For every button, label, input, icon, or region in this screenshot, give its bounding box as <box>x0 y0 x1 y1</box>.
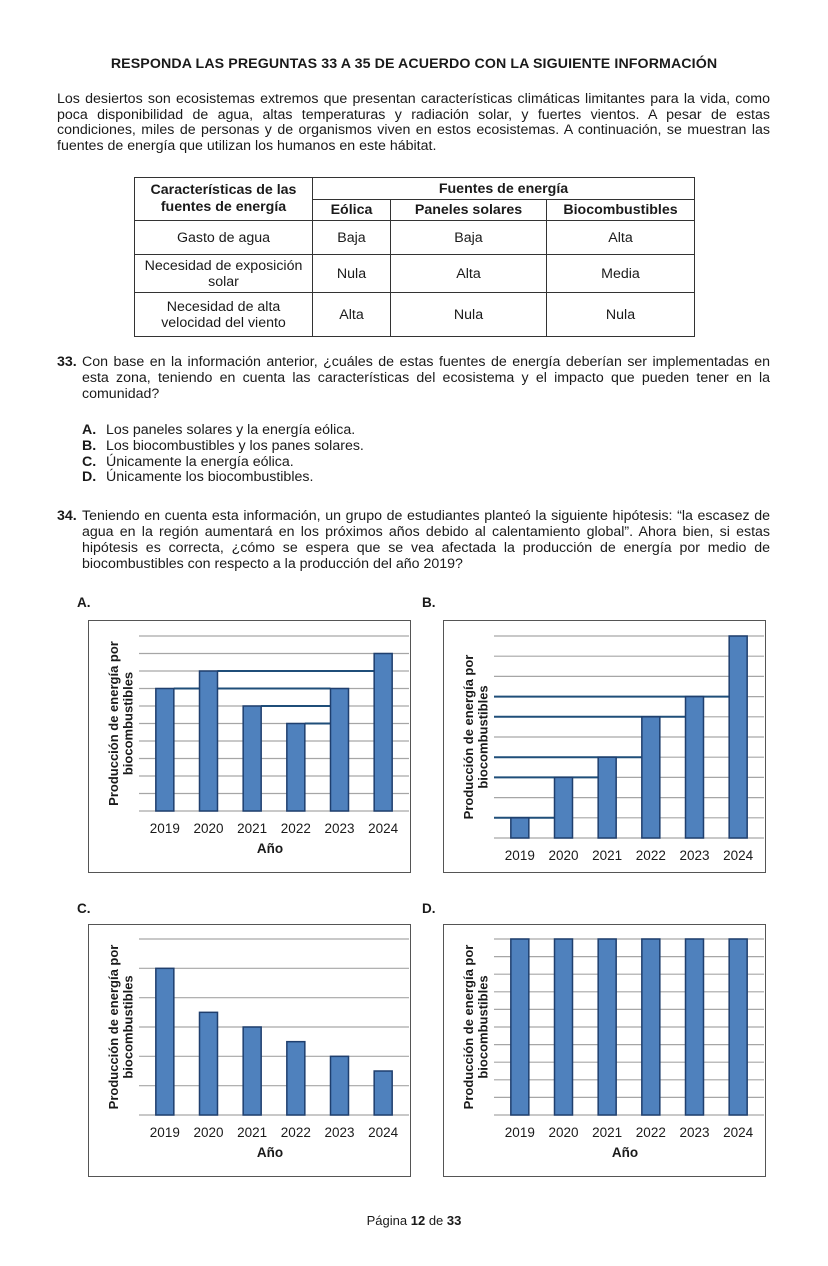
table-cell: Alta <box>547 221 695 255</box>
bar-2023[interactable] <box>686 697 704 838</box>
bar-2019[interactable] <box>156 689 174 812</box>
intro-paragraph: Los desiertos son ecosistemas extremos que presentan características climáticas limitantes para la vida, como poca disponibilidad de agua, altas temperaturas y radiación solar, y fuertes vientos. A pesar de estas condiciones, miles de personas y de organismos viven en estos ecosistemas. A continuación, se muestran las fuentes de energía que utilizan los humanos en este hábitat. <box>57 91 770 154</box>
chart-svg <box>89 925 410 1176</box>
table-cell: Nula <box>547 293 695 337</box>
bar-chart-d[interactable] <box>443 924 766 1177</box>
chart-option-label-c[interactable]: C. <box>77 901 91 916</box>
option-letter: A. <box>82 422 97 438</box>
x-tick-label: 2024 <box>723 1125 754 1140</box>
answer-option-d[interactable] <box>82 470 364 486</box>
x-tick-label: 2019 <box>504 848 535 863</box>
option-text: Los paneles solares y la energía eólica. <box>106 422 356 438</box>
bar-2022[interactable] <box>642 717 660 838</box>
energy-sources-table <box>134 177 695 337</box>
table-corner-header: Características de las fuentes de energía <box>135 178 313 221</box>
x-tick-label: 2023 <box>679 1125 710 1140</box>
table-row <box>135 255 695 293</box>
bar-2024[interactable] <box>729 636 747 838</box>
table-row-label: Necesidad de exposición solar <box>135 255 313 293</box>
page-footer <box>0 1213 828 1228</box>
x-tick-label: 2019 <box>504 1125 535 1140</box>
x-tick-label: 2020 <box>548 1125 579 1140</box>
x-tick-label: 2022 <box>635 1125 666 1140</box>
table-group-header: Fuentes de energía <box>313 178 695 200</box>
bar-2021[interactable] <box>598 939 616 1115</box>
question-34 <box>57 508 770 572</box>
x-tick-label: 2020 <box>193 821 224 836</box>
y-axis-label: Producción de energía porbiocombustibles <box>461 654 491 820</box>
option-text: Únicamente los biocombustibles. <box>106 469 314 486</box>
x-tick-label: 2022 <box>635 848 666 863</box>
x-tick-label: 2020 <box>193 1125 224 1140</box>
table-cell: Baja <box>313 221 391 255</box>
bar-chart-a[interactable] <box>88 620 411 873</box>
bar-2023[interactable] <box>331 689 349 812</box>
bar-2020[interactable] <box>200 671 218 811</box>
x-tick-label: 2021 <box>592 1125 623 1140</box>
x-tick-label: 2024 <box>723 848 754 863</box>
bar-2020[interactable] <box>200 1012 218 1115</box>
table-column-header: Paneles solares <box>391 200 547 221</box>
bar-chart-b[interactable] <box>443 620 766 873</box>
table-column-header: Eólica <box>313 200 391 221</box>
x-tick-label: 2021 <box>237 1125 268 1140</box>
bar-2020[interactable] <box>555 939 573 1115</box>
bar-2019[interactable] <box>156 968 174 1115</box>
bar-2021[interactable] <box>598 757 616 838</box>
question-text: Teniendo en cuenta esta información, un grupo de estudiantes planteó la siguiente hipótesis: “la escasez de agua en la región aumentará en los próximos años debido al calentamiento global”. Ahora bien, si estas hipótesis es correcta, ¿cómo se espera que se vea afectada la producción de energía por medio de biocombustibles con respecto a la producción del año 2019? <box>82 508 770 572</box>
question-33 <box>57 354 770 402</box>
x-tick-label: 2019 <box>149 1125 180 1140</box>
x-axis-label: Año <box>256 1145 284 1160</box>
bar-2023[interactable] <box>686 939 704 1115</box>
table-row-label: Gasto de agua <box>135 221 313 255</box>
bar-2024[interactable] <box>729 939 747 1115</box>
x-tick-label: 2022 <box>280 821 311 836</box>
x-tick-label: 2023 <box>324 821 355 836</box>
chart-option-label-a[interactable]: A. <box>77 595 91 610</box>
chart-svg <box>89 621 410 872</box>
x-tick-label: 2020 <box>548 848 579 863</box>
table-cell: Media <box>547 255 695 293</box>
page-sep: de <box>428 1213 444 1228</box>
answer-option-a[interactable] <box>82 423 364 439</box>
chart-option-label-b[interactable]: B. <box>422 595 436 610</box>
current-page: 12 <box>410 1213 426 1228</box>
bar-2019[interactable] <box>511 818 529 838</box>
x-tick-label: 2023 <box>679 848 710 863</box>
question-number: 33. <box>57 354 77 370</box>
chart-svg <box>444 925 765 1176</box>
option-text: Únicamente la energía eólica. <box>106 453 294 470</box>
table-row <box>135 293 695 337</box>
x-tick-label: 2023 <box>324 1125 355 1140</box>
bar-2022[interactable] <box>642 939 660 1115</box>
bar-2021[interactable] <box>243 706 261 811</box>
bar-2023[interactable] <box>331 1056 349 1115</box>
option-letter: D. <box>82 469 97 486</box>
bar-2019[interactable] <box>511 939 529 1115</box>
y-axis-label: Producción de energía porbiocombustibles <box>106 944 136 1110</box>
page-label: Página <box>366 1213 408 1228</box>
bar-2022[interactable] <box>287 1042 305 1115</box>
question-number: 34. <box>57 508 77 524</box>
section-heading: RESPONDA LAS PREGUNTAS 33 A 35 DE ACUERDO CON LA SIGUIENTE INFORMACIÓN <box>110 56 718 72</box>
table-cell: Alta <box>313 293 391 337</box>
answer-option-b[interactable] <box>82 439 364 455</box>
x-axis-label: Año <box>611 1145 639 1160</box>
chart-option-label-d[interactable]: D. <box>422 901 436 916</box>
x-tick-label: 2024 <box>368 821 399 836</box>
bar-2021[interactable] <box>243 1027 261 1115</box>
bar-2022[interactable] <box>287 724 305 812</box>
question-33-options <box>82 423 364 486</box>
option-letter: C. <box>82 453 97 470</box>
x-tick-label: 2022 <box>280 1125 311 1140</box>
table-cell: Nula <box>391 293 547 337</box>
y-axis-label: Producción de energía porbiocombustibles <box>106 641 136 806</box>
bar-2020[interactable] <box>555 777 573 838</box>
x-tick-label: 2019 <box>149 821 180 836</box>
table-row-label: Necesidad de alta velocidad del viento <box>135 293 313 337</box>
total-pages: 33 <box>446 1213 462 1228</box>
bar-chart-c[interactable] <box>88 924 411 1177</box>
table-row <box>135 221 695 255</box>
bar-2024[interactable] <box>374 1071 392 1115</box>
x-tick-label: 2021 <box>592 848 623 863</box>
table-cell: Baja <box>391 221 547 255</box>
table-column-header: Biocombustibles <box>547 200 695 221</box>
option-text: Los biocombustibles y los panes solares. <box>106 437 364 454</box>
y-axis-label: Producción de energía porbiocombustibles <box>461 944 491 1110</box>
option-letter: B. <box>82 437 97 454</box>
x-axis-label: Año <box>256 841 284 856</box>
x-tick-label: 2024 <box>368 1125 399 1140</box>
bar-2024[interactable] <box>374 654 392 812</box>
question-text: Con base en la información anterior, ¿cuáles de estas fuentes de energía deberían ser implementadas en esta zona, teniendo en cuenta las características del ecosistema y el impacto que pueden tener en la comunidad? <box>82 354 770 402</box>
x-tick-label: 2021 <box>237 821 268 836</box>
table-cell: Nula <box>313 255 391 293</box>
chart-svg <box>444 621 765 872</box>
table-cell: Alta <box>391 255 547 293</box>
